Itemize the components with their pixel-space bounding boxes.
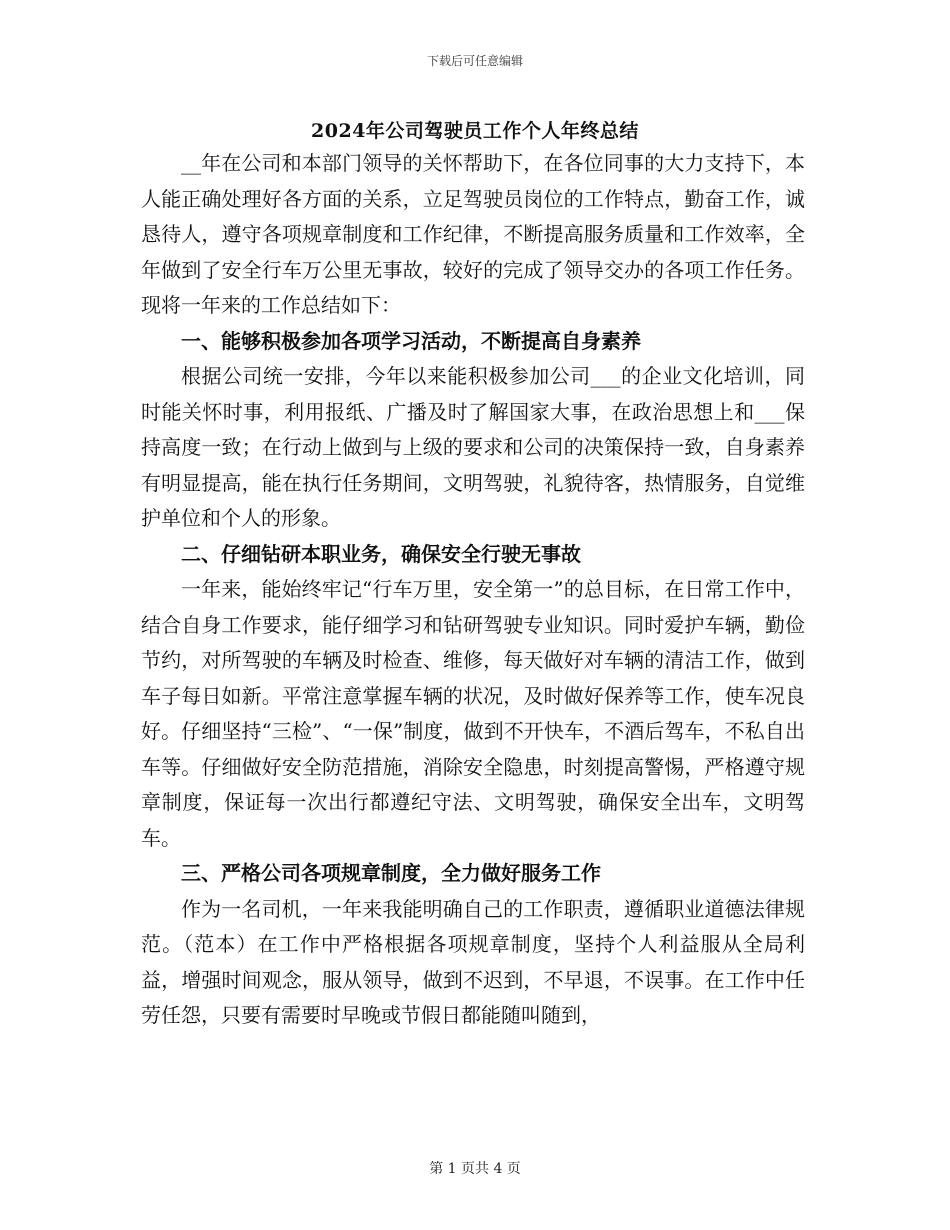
section-1-paragraph: 根据公司统一安排，今年以来能积极参加公司___的企业文化培训，同时能关怀时事，利用报纸、广播及时了解国家大事，在政治思想上和___保持高度一致；在行动上做到与上级的要求和公司的决策保持一致，自身素养有明显提高，能在执行任务期间，文明驾驶，礼貌待客，热情服务，自觉维护单位和个人的形象。 [141,364,805,530]
intro-paragraph: __年在公司和本部门领导的关怀帮助下，在各位同事的大力支持下，本人能正确处理好各方面的关系，立足驾驶员岗位的工作特点，勤奋工作，诚恳待人，遵守各项规章制度和工作纪律，不断提高服务质量和工作效率，全年做到了安全行车万公里无事故，较好的完成了领导交办的各项工作任务。现将一年来的工作总结如下： [141,151,805,317]
section-3-paragraph: 作为一名司机，一年来我能明确自己的工作职责，遵循职业道德法律规范。（范本）在工作中严格根据各项规章制度，坚持个人利益服从全局利益，增强时间观念，服从领导，做到不迟到，不早退，不误事。在工作中任劳任怨，只要有需要时早晚或节假日都能随叫随到， [141,896,805,1027]
document-title: 2024年公司驾驶员工作个人年终总结 [311,120,639,142]
section-2-paragraph: 一年来，能始终牢记“行车万里，安全第一”的总目标，在日常工作中，结合自身工作要求，能仔细学习和钻研驾驶专业知识。同时爱护车辆，勤俭节约，对所驾驶的车辆及时检查、维修，每天做好对车辆的清洁工作，做到车子每日如新。平常注意掌握车辆的状况，及时做好保养等工作，使车况良好。仔细坚持“三检”、“一保”制度，做到不开快车，不酒后驾车，不私自出车等。仔细做好安全防范措施，消除安全隐患，时刻提高警惕，严格遵守规章制度，保证每一次出行都遵纪守法、文明驾驶，确保安全出车，文明驾车。 [141,577,805,850]
header-note: 下载后可任意编辑 [426,54,523,68]
section-1-heading: 一、能够积极参加各项学习活动，不断提高自身素养 [181,328,641,353]
page-indicator: 第 1 页共 4 页 [429,1161,521,1177]
section-3-heading: 三、严格公司各项规章制度，全力做好服务工作 [181,861,601,885]
document-body [141,146,805,1034]
section-2-heading: 二、仔细钻研本职业务，确保安全行驶无事故 [181,541,581,566]
